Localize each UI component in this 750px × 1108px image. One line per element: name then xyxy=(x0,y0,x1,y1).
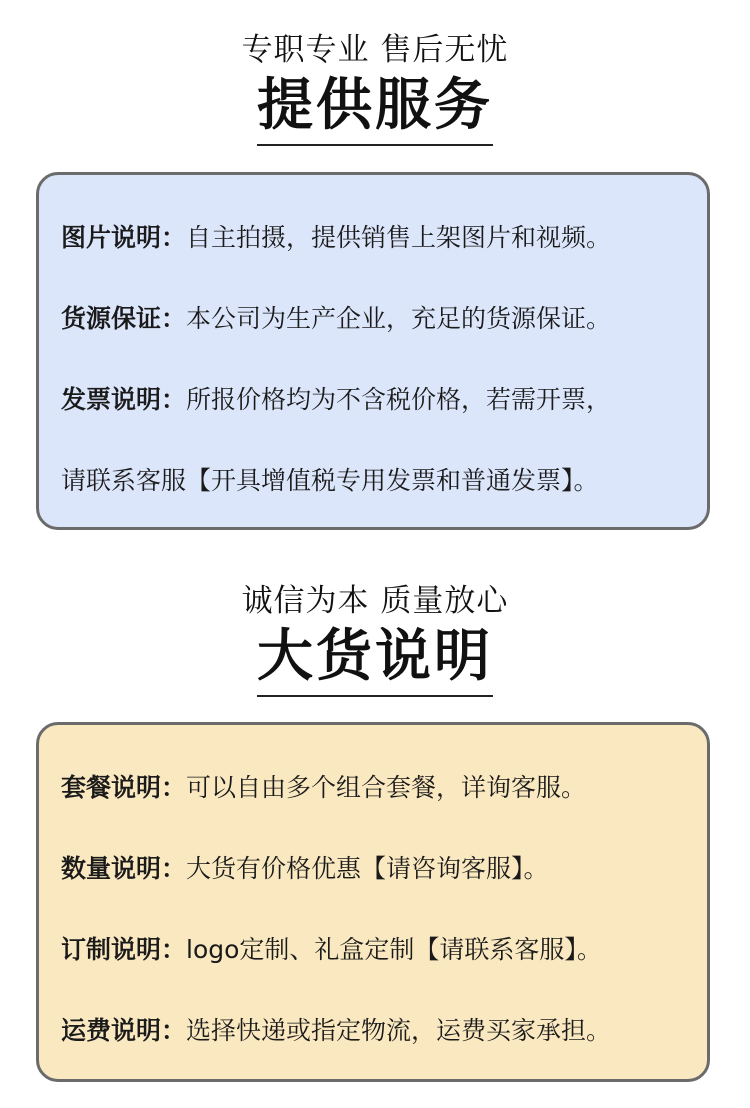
service-item-label: 图片说明： xyxy=(61,223,187,252)
service-item-supply xyxy=(61,304,699,334)
service-panel xyxy=(36,172,710,530)
bulk-item-text: logo定制、礼盒定制【请联系客服】。 xyxy=(186,935,602,964)
service-item-invoice xyxy=(61,385,699,415)
bulk-header xyxy=(0,583,750,697)
bulk-panel xyxy=(36,722,710,1082)
bulk-item-quantity xyxy=(61,854,699,884)
service-item-text: 请联系客服【开具增值税专用发票和普通发票】。 xyxy=(61,466,599,495)
bulk-item-custom xyxy=(61,935,699,965)
service-item-text: 所报价格均为不含税价格，若需开票， xyxy=(186,385,612,414)
service-item-text: 本公司为生产企业，充足的货源保证。 xyxy=(186,304,612,333)
service-title: 提供服务 xyxy=(257,72,493,138)
bulk-item-text: 大货有价格优惠【请咨询客服】。 xyxy=(186,854,549,883)
bulk-item-text: 可以自由多个组合套餐，详询客服。 xyxy=(186,773,587,802)
bulk-item-label: 数量说明： xyxy=(61,854,187,883)
bulk-item-text: 选择快递或指定物流，运费买家承担。 xyxy=(186,1016,612,1045)
service-title-underline xyxy=(257,144,493,146)
bulk-title-underline xyxy=(257,695,493,697)
service-item-invoice-contact xyxy=(61,466,699,496)
service-item-label: 发票说明： xyxy=(61,385,187,414)
bulk-item-label: 套餐说明： xyxy=(61,773,187,802)
bulk-subtitle: 诚信为本 质量放心 xyxy=(241,583,509,619)
bulk-title: 大货说明 xyxy=(257,623,493,689)
service-item-text: 自主拍摄，提供销售上架图片和视频。 xyxy=(186,223,612,252)
service-subtitle: 专职专业 售后无忧 xyxy=(241,32,509,68)
service-item-label: 货源保证： xyxy=(61,304,187,333)
bulk-item-shipping xyxy=(61,1016,699,1046)
service-header xyxy=(0,32,750,146)
bulk-item-label: 运费说明： xyxy=(61,1016,187,1045)
service-item-picture xyxy=(61,223,699,253)
bulk-item-label: 订制说明： xyxy=(61,935,187,964)
bulk-item-package xyxy=(61,773,699,803)
